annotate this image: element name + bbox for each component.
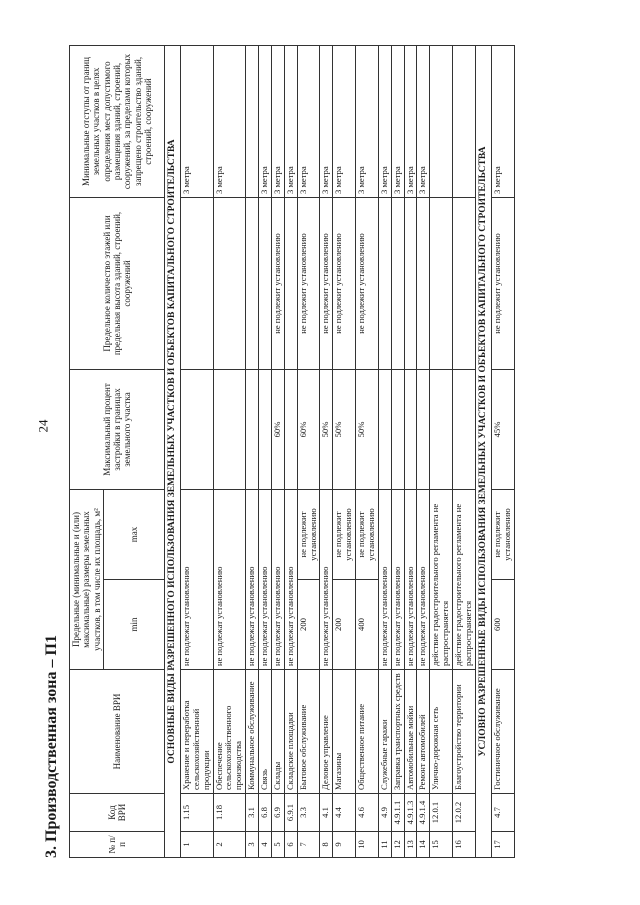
floors-cell: не подлежит установлению <box>320 198 333 370</box>
min-size-cell: 600 <box>491 580 514 670</box>
vri-name-cell: Склады <box>271 670 284 794</box>
sizes-cell: действие градостроительного регламента не распространяется <box>453 490 476 670</box>
vri-code-cell: 1.18 <box>213 794 246 832</box>
row-number-cell: 6 <box>284 832 297 858</box>
vri-name-cell: Складские площадки <box>284 670 297 794</box>
vri-name-cell: Связь <box>259 670 272 794</box>
setback-cell: 3 метра <box>271 46 284 198</box>
vri-code-cell: 6.8 <box>259 794 272 832</box>
page-title: 3. Производственная зона – П1 <box>43 635 60 858</box>
row-number-cell: 14 <box>417 832 430 858</box>
row-number-cell: 5 <box>271 832 284 858</box>
row-number-cell: 15 <box>430 832 453 858</box>
row-number-cell: 1 <box>180 832 213 858</box>
sizes-cell: не подлежат установлению <box>320 490 333 670</box>
table-row <box>180 46 213 858</box>
zone-regulations-table <box>69 45 515 858</box>
vri-code-cell: 3.3 <box>297 794 320 832</box>
percent-cell <box>430 370 453 490</box>
vri-name-cell: Улично-дорожная сеть <box>430 670 453 794</box>
floors-cell <box>213 198 246 370</box>
setback-cell: 3 метра <box>297 46 320 198</box>
min-size-cell: 200 <box>297 580 320 670</box>
vri-code-cell: 1.15 <box>180 794 213 832</box>
vri-name-cell: Благоустройство территории <box>453 670 476 794</box>
setback-cell: 3 метра <box>259 46 272 198</box>
min-size-cell: 200 <box>333 580 356 670</box>
table-row <box>320 46 333 858</box>
setback-cell <box>246 46 259 198</box>
setback-cell: 3 метра <box>378 46 391 198</box>
vri-name-cell: Служебные гаражи <box>378 670 391 794</box>
min-size-cell: 400 <box>356 580 379 670</box>
row-number-cell: 16 <box>453 832 476 858</box>
page-number: 24 <box>35 419 51 433</box>
floors-cell: не подлежит установлению <box>297 198 320 370</box>
col-num-header: № п/п <box>70 832 165 858</box>
vri-name-cell: Коммунальное обслуживание <box>246 670 259 794</box>
floors-cell <box>284 198 297 370</box>
col-code-header: Код ВРИ <box>70 794 165 832</box>
col-max-header: max <box>104 490 165 580</box>
col-min-header: min <box>104 580 165 670</box>
floors-cell <box>259 198 272 370</box>
vri-code-cell: 4.9.1.4 <box>417 794 430 832</box>
percent-cell <box>213 370 246 490</box>
setback-cell <box>430 46 453 198</box>
max-size-cell: не подлежит установлению <box>333 490 356 580</box>
setback-cell <box>453 46 476 198</box>
setback-cell: 3 метра <box>213 46 246 198</box>
percent-cell <box>404 370 417 490</box>
sizes-cell: не подлежат установлению <box>404 490 417 670</box>
row-number-cell: 12 <box>391 832 404 858</box>
percent-cell: 50% <box>333 370 356 490</box>
sizes-cell: не подлежат установлению <box>213 490 246 670</box>
vri-name-cell: Общественное питание <box>356 670 379 794</box>
vri-code-cell: 4.7 <box>491 794 514 832</box>
sizes-cell: не подлежат установлению <box>259 490 272 670</box>
floors-cell <box>404 198 417 370</box>
vri-code-cell: 4.9.1.1 <box>391 794 404 832</box>
vri-code-cell: 4.6 <box>356 794 379 832</box>
table-row <box>284 46 297 858</box>
vri-name-cell: Бытовое обслуживание <box>297 670 320 794</box>
table-row <box>453 46 476 858</box>
table-header-row <box>70 46 104 858</box>
vri-code-cell: 4.4 <box>333 794 356 832</box>
row-number-cell: 7 <box>297 832 320 858</box>
percent-cell <box>417 370 430 490</box>
percent-cell <box>284 370 297 490</box>
vri-name-cell: Деловое управление <box>320 670 333 794</box>
floors-cell: не подлежит установлению <box>271 198 284 370</box>
row-number-cell: 9 <box>333 832 356 858</box>
section-title: ОСНОВНЫЕ ВИДЫ РАЗРЕШЕННОГО ИСПОЛЬЗОВАНИЯ ЗЕМЕЛЬНЫХ УЧАСТКОВ И ОБЪЕКТОВ КАПИТАЛЬНОГО СТРОИТЕЛЬСТВА <box>165 46 181 858</box>
vri-code-cell: 3.1 <box>246 794 259 832</box>
table-row <box>213 46 246 858</box>
percent-cell <box>259 370 272 490</box>
floors-cell <box>417 198 430 370</box>
setback-cell: 3 метра <box>356 46 379 198</box>
floors-cell <box>246 198 259 370</box>
vri-name-cell: Ремонт автомобилей <box>417 670 430 794</box>
max-size-cell: не подлежит установлению <box>491 490 514 580</box>
col-floors-header: Предельное количество этажей или предельная высота зданий, строений, сооружений <box>70 198 165 370</box>
vri-code-cell: 12.0.1 <box>430 794 453 832</box>
conditional-uses-section-row <box>475 46 491 858</box>
setback-cell: 3 метра <box>180 46 213 198</box>
table-row <box>430 46 453 858</box>
sizes-cell: не подлежат установлению <box>378 490 391 670</box>
vri-code-cell: 4.9 <box>378 794 391 832</box>
floors-cell <box>391 198 404 370</box>
setback-cell: 3 метра <box>404 46 417 198</box>
vri-name-cell: Автомобильные мойки <box>404 670 417 794</box>
table-row <box>246 46 259 858</box>
floors-cell <box>453 198 476 370</box>
percent-cell <box>378 370 391 490</box>
col-name-header: Наименование ВРИ <box>70 670 165 794</box>
table-row <box>404 46 417 858</box>
main-uses-section-row <box>165 46 181 858</box>
max-size-cell: не подлежит установлению <box>356 490 379 580</box>
floors-cell: не подлежит установлению <box>333 198 356 370</box>
setback-cell: 3 метра <box>320 46 333 198</box>
percent-cell: 60% <box>271 370 284 490</box>
sizes-cell: действие градостроительного регламента не распространяется <box>430 490 453 670</box>
percent-cell: 60% <box>297 370 320 490</box>
vri-name-cell: Хранение и переработка сельскохозяйственной продукции <box>180 670 213 794</box>
row-number-cell: 17 <box>491 832 514 858</box>
setback-cell: 3 метра <box>333 46 356 198</box>
rotated-page-content <box>43 38 583 858</box>
table-row <box>356 46 379 858</box>
vri-name-cell: Обеспечение сельскохозяйственного производства <box>213 670 246 794</box>
vri-code-cell: 12.0.2 <box>453 794 476 832</box>
vri-name-cell: Гостиничное обслуживание <box>491 670 514 794</box>
table-row <box>333 46 356 858</box>
table-row <box>417 46 430 858</box>
floors-cell <box>378 198 391 370</box>
floors-cell: не подлежит установлению <box>356 198 379 370</box>
vri-code-cell: 4.9.1.3 <box>404 794 417 832</box>
setback-cell: 3 метра <box>491 46 514 198</box>
table-row <box>271 46 284 858</box>
setback-cell: 3 метра <box>417 46 430 198</box>
sizes-cell: не подлежат установлению <box>284 490 297 670</box>
percent-cell <box>180 370 213 490</box>
row-number-cell: 3 <box>246 832 259 858</box>
sizes-cell: не подлежат установлению <box>417 490 430 670</box>
row-number-cell: 13 <box>404 832 417 858</box>
row-number-cell: 8 <box>320 832 333 858</box>
row-number-cell: 4 <box>259 832 272 858</box>
row-number-cell: 2 <box>213 832 246 858</box>
section-title: УСЛОВНО РАЗРЕШЕННЫЕ ВИДЫ ИСПОЛЬЗОВАНИЯ ЗЕМЕЛЬНЫХ УЧАСТКОВ И ОБЪЕКТОВ КАПИТАЛЬНОГО СТРОИТЕЛЬСТВА <box>475 46 491 858</box>
sizes-cell: не подлежат установлению <box>391 490 404 670</box>
sizes-cell: не подлежат установлению <box>180 490 213 670</box>
col-sizes-header: Предельные (минимальные и (или) максимальные) размеры земельных участков, в том числе их площадь, м² <box>70 490 104 670</box>
floors-cell <box>180 198 213 370</box>
col-setback-header: Минимальные отступы от границ земельных участков в целях определения мест допустимого размещения зданий, строений, сооружений, за пределами которых запрещено строительство зданий, строений, сооружений <box>70 46 165 198</box>
table-row <box>378 46 391 858</box>
percent-cell: 45% <box>491 370 514 490</box>
max-size-cell: не подлежит установлению <box>297 490 320 580</box>
vri-name-cell: Заправка транспортных средств <box>391 670 404 794</box>
sizes-cell: не подлежат установлению <box>271 490 284 670</box>
table-row <box>297 46 320 858</box>
percent-cell <box>453 370 476 490</box>
vri-code-cell: 4.1 <box>320 794 333 832</box>
percent-cell <box>246 370 259 490</box>
percent-cell <box>391 370 404 490</box>
vri-code-cell: 6.9 <box>271 794 284 832</box>
setback-cell: 3 метра <box>284 46 297 198</box>
row-number-cell: 11 <box>378 832 391 858</box>
row-number-cell: 10 <box>356 832 379 858</box>
sizes-cell: не подлежат установлению <box>246 490 259 670</box>
col-percent-header: Максимальный процент застройки в границах земельного участка <box>70 370 165 490</box>
table-row <box>491 46 514 858</box>
table-row <box>391 46 404 858</box>
percent-cell: 50% <box>356 370 379 490</box>
percent-cell: 50% <box>320 370 333 490</box>
setback-cell: 3 метра <box>391 46 404 198</box>
vri-name-cell: Магазины <box>333 670 356 794</box>
floors-cell: не подлежит установлению <box>491 198 514 370</box>
table-body <box>165 46 514 858</box>
vri-code-cell: 6.9.1 <box>284 794 297 832</box>
table-row <box>259 46 272 858</box>
floors-cell <box>430 198 453 370</box>
